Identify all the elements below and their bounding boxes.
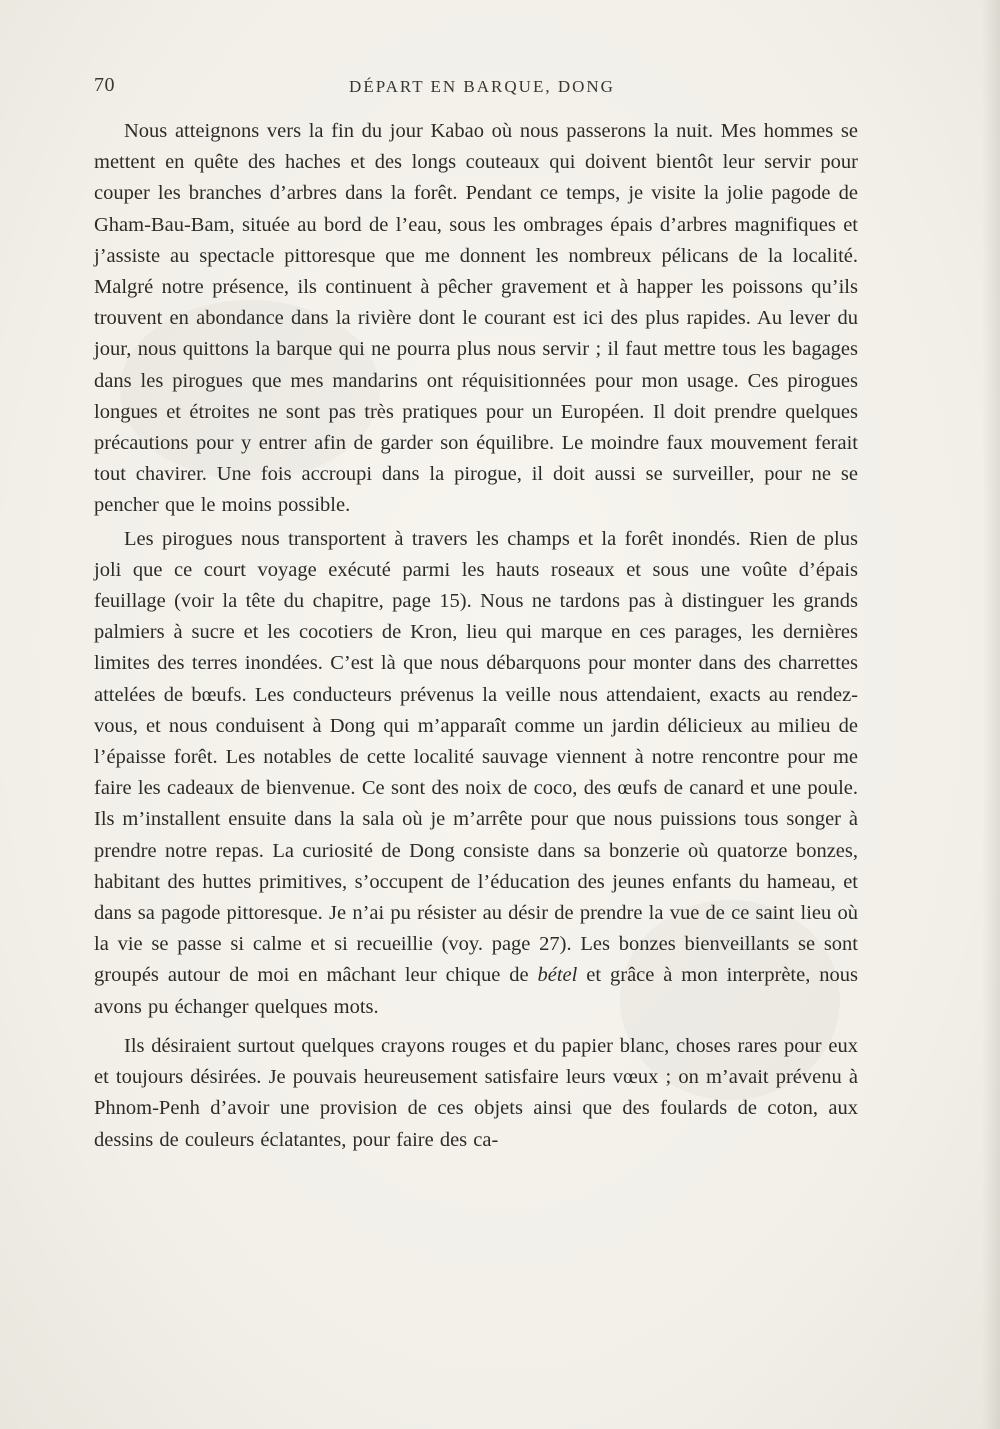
page-number: 70 xyxy=(94,74,115,96)
page-header xyxy=(94,74,860,104)
paragraph-text: Les pirogues nous transportent à travers les champs et la forêt inondés. Rien de plus joli que ce court voyage exécuté parmi les hauts roseaux et sous une voûte d’épais feuillage (voir la tête du chapitre, page 15). Nous ne tardons pas à distinguer les grands palmiers à sucre et les cocotiers de Kron, lieu qui marque en ces parages, les dernières limites des terres inondées. C’est là que nous débarquons pour monter dans des charrettes attelées de bœufs. Les conducteurs prévenus la veille nous attendaient, exacts au rendez-vous, et nous conduisent à Dong qui m’apparaît comme un jardin délicieux au milieu de l’épaisse forêt. Les notables de cette localité sauvage viennent à notre rencontre pour me faire les cadeaux de bienvenue. Ce sont des noix de coco, des œufs de canard et une poule. Ils m’installent ensuite dans la sala où je m’arrête pour que nous puissions tous songer à prendre notre repas. La curiosité de Dong consiste dans sa bonzerie où quatorze bonzes, habitant des huttes primitives, s’occupent de l’éducation des jeunes enfants du hameau, et dans sa pagode pittoresque. Je n’ai pu résister au désir de prendre la vue de ce saint lieu où la vie se passe si calme et si recueillie (voy. page 27). Les bonzes bienveillants se sont groupés autour de moi en mâchant leur chique de xyxy=(94,527,858,987)
paragraph-text: Nous atteignons vers la fin du jour Kabao où nous passerons la nuit. Mes hommes se mettent en quête des haches et des longs couteaux qui doivent bientôt leur servir pour couper les branches d’arbres dans la forêt. Pendant ce temps, je visite la jolie pagode de Gham-Bau-Bam, située au bord de l’eau, sous les ombrages épais d’arbres magnifiques et j’assiste au spectacle pittoresque que me donnent les nombreux pélicans de la localité. Malgré notre présence, ils continuent à pêcher gravement et à happer les poissons qu’ils trouvent en abondance dans la rivière dont le courant est ici des plus rapides. Au lever du jour, nous quittons la barque qui ne pourra plus nous servir ; il faut mettre tous les bagages dans les pirogues que mes mandarins ont réquisitionnées pour mon usage. Ces pirogues longues et étroites ne sont pas très pratiques pour un Européen. Il doit prendre quelques précautions pour y entrer afin de garder son équilibre. Le moindre faux mouvement ferait tout chavirer. Une fois accroupi dans la pirogue, il doit aussi se surveiller, pour ne se pencher que le moins possible. xyxy=(94,120,858,517)
body-text xyxy=(94,116,858,1156)
paragraph xyxy=(94,116,858,522)
italic-term: bétel xyxy=(537,964,578,987)
page-edge-shadow xyxy=(982,0,1000,1429)
paragraph xyxy=(94,524,858,1023)
paragraph-text: Ils désiraient surtout quelques crayons rouges et du papier blanc, choses rares pour eux et toujours désirées. Je pouvais heureusement satisfaire leurs vœux ; on m’avait prévenu à Phnom-Penh d’avoir une provision de ces objets ainsi que des foulards de coton, aux dessins de couleurs éclatantes, pour faire des ca- xyxy=(94,1034,858,1151)
paragraph-text: et grâce à mon interprète, nous avons pu échanger quelques mots. xyxy=(94,964,858,1018)
running-head: DÉPART EN BARQUE, DONG xyxy=(349,77,615,96)
paragraph xyxy=(94,1031,858,1156)
